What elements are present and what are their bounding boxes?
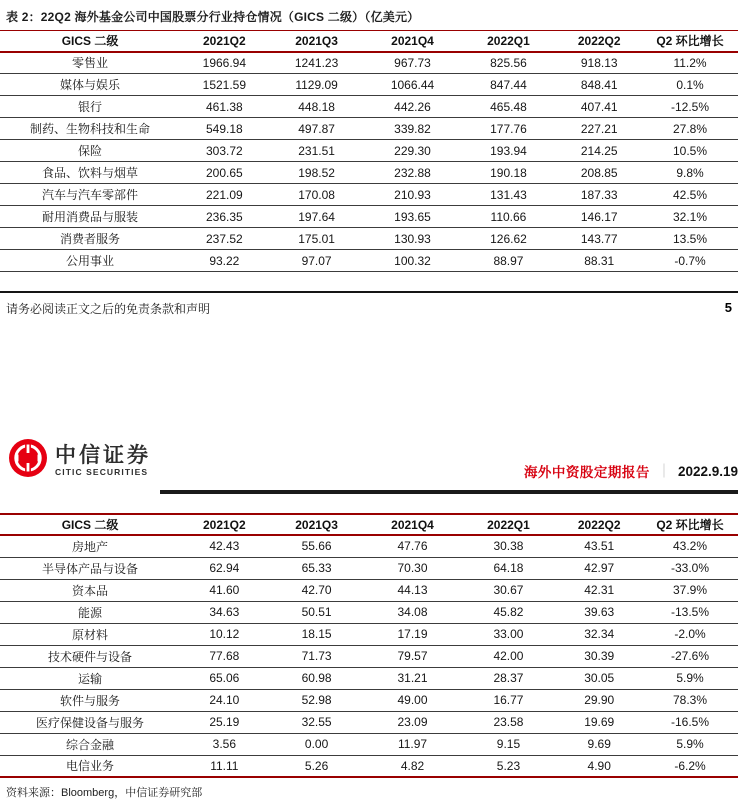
- report-type-label: 海外中资股定期报告: [523, 465, 650, 480]
- cell-value: 448.18: [298, 99, 335, 114]
- cell-value: 126.62: [490, 231, 527, 246]
- cell-value: 197.64: [298, 209, 335, 224]
- cell-value: 27.8%: [672, 121, 708, 136]
- table-row: [0, 96, 738, 118]
- holdings-table-page6: [0, 513, 738, 778]
- cell-value: 1966.94: [202, 55, 247, 70]
- cell-value: 30.67: [493, 583, 524, 597]
- cell-value: 100.32: [394, 253, 431, 268]
- cell-value: 30.39: [584, 649, 615, 663]
- cell-value: 9.8%: [676, 165, 704, 180]
- cell-value: 848.41: [580, 77, 618, 92]
- cell-value: 47.76: [397, 539, 428, 554]
- page6-table-wrap: [0, 513, 738, 778]
- table-row: [0, 118, 738, 140]
- cell-value: 37.9%: [672, 583, 708, 597]
- cell-value: 93.22: [209, 253, 240, 268]
- table-title: 表 2：22Q2 海外基金公司中国股票分行业持仓情况（GICS 二级）（亿美元）: [6, 10, 420, 24]
- header-rule: [160, 490, 738, 494]
- cell-value: 143.77: [580, 231, 618, 246]
- cell-value: 231.51: [298, 143, 335, 158]
- row-label: 汽车与汽车零部件: [42, 188, 139, 202]
- cell-value: 44.13: [397, 583, 428, 597]
- cell-value: 11.11: [210, 758, 239, 773]
- table-row: [0, 557, 738, 579]
- cell-value: 549.18: [205, 121, 243, 136]
- cell-value: 407.41: [580, 99, 618, 114]
- cell-value: 847.44: [490, 77, 527, 92]
- cell-value: 42.43: [209, 539, 240, 554]
- cell-value: 10.12: [209, 627, 240, 641]
- cell-value: -16.5%: [670, 715, 710, 729]
- cell-value: 30.05: [584, 671, 615, 685]
- holdings-table-page5: [0, 30, 738, 272]
- table-row: [0, 623, 738, 645]
- row-label: 能源: [78, 605, 103, 620]
- table-row: [0, 645, 738, 667]
- cell-value: 41.60: [209, 583, 240, 597]
- cell-value: 17.19: [397, 627, 428, 641]
- row-label: 银行: [78, 100, 103, 114]
- cell-value: 31.21: [397, 671, 428, 685]
- table-row: [0, 579, 738, 601]
- column-header: 2022Q2: [577, 517, 621, 532]
- cell-value: 60.98: [301, 671, 332, 685]
- column-header: Q2 环比增长: [656, 518, 724, 532]
- cell-value: 214.25: [580, 143, 618, 158]
- cell-value: 131.43: [490, 187, 527, 202]
- cell-value: 16.77: [493, 693, 524, 707]
- cell-value: 43.51: [584, 539, 615, 554]
- cell-value: 232.88: [394, 165, 431, 180]
- cell-value: 78.3%: [672, 693, 708, 707]
- table-row: [0, 162, 738, 184]
- cell-value: 42.00: [493, 649, 524, 663]
- source-note: 资料来源：Bloomberg，中信证券研究部: [6, 787, 203, 799]
- cell-value: 237.52: [205, 231, 243, 246]
- cell-value: 11.97: [397, 737, 428, 751]
- page6-section: [0, 439, 738, 800]
- cell-value: -33.0%: [670, 561, 710, 575]
- cell-value: 146.17: [580, 209, 618, 224]
- cell-value: 825.56: [490, 55, 527, 70]
- table-row: [0, 667, 738, 689]
- brand-name-cn: 中信证券: [55, 442, 151, 467]
- cell-value: 130.93: [394, 231, 431, 246]
- cell-value: 13.5%: [672, 231, 708, 246]
- column-header: 2021Q3: [295, 517, 338, 532]
- cell-value: 442.26: [394, 99, 431, 114]
- cell-value: 32.1%: [672, 209, 708, 224]
- row-label: 电信业务: [66, 759, 115, 774]
- cell-value: 221.09: [205, 187, 243, 202]
- cell-value: 50.51: [301, 605, 332, 619]
- cell-value: 43.2%: [672, 539, 708, 554]
- row-label: 制药、生物科技和生命: [30, 122, 151, 136]
- row-label: 运输: [78, 671, 103, 686]
- cell-value: 11.2%: [673, 55, 707, 70]
- cell-value: 193.65: [394, 209, 431, 224]
- cell-value: 34.08: [397, 605, 428, 619]
- table-header-row: [0, 514, 738, 535]
- cell-value: 236.35: [205, 209, 243, 224]
- brand-name-en: CITIC SECURITIES: [55, 466, 149, 477]
- cell-value: 10.5%: [672, 143, 708, 158]
- cell-value: 23.58: [493, 715, 524, 729]
- cell-value: 1241.23: [294, 55, 339, 70]
- cell-value: 25.19: [209, 715, 240, 729]
- cell-value: 4.82: [400, 758, 425, 773]
- row-label: 零售业: [72, 56, 109, 71]
- cell-value: -0.7%: [674, 253, 706, 268]
- cell-value: -13.5%: [670, 605, 710, 619]
- citic-logo-icon: [8, 438, 48, 483]
- table-row: [0, 184, 738, 206]
- cell-value: -27.6%: [670, 649, 710, 663]
- column-header: 2022Q1: [487, 517, 530, 532]
- table-row: [0, 601, 738, 623]
- cell-value: 210.93: [394, 187, 431, 202]
- cell-value: 190.18: [490, 165, 527, 180]
- page-footer: [0, 291, 738, 317]
- cell-value: 88.31: [584, 253, 615, 268]
- row-label: 食品、饮料与烟草: [42, 166, 139, 180]
- cell-value: 55.66: [301, 539, 332, 554]
- table-header-row: [0, 31, 738, 52]
- cell-value: 5.26: [304, 758, 329, 773]
- row-label: 医疗保健设备与服务: [36, 715, 145, 730]
- cell-value: 97.07: [301, 253, 332, 268]
- column-header: 2021Q4: [391, 517, 434, 532]
- table-row: [0, 228, 738, 250]
- cell-value: 30.38: [493, 539, 524, 554]
- cell-value: 303.72: [205, 143, 243, 158]
- cell-value: 208.85: [580, 165, 618, 180]
- cell-value: 1066.44: [390, 77, 435, 92]
- cell-value: 1521.59: [202, 77, 247, 92]
- cell-value: 42.70: [301, 583, 332, 597]
- column-header: 2021Q3: [295, 33, 338, 48]
- cell-value: 32.34: [584, 627, 615, 641]
- cell-value: 33.00: [493, 627, 524, 641]
- cell-value: 29.90: [584, 693, 615, 707]
- cell-value: 177.76: [490, 121, 527, 136]
- cell-value: 71.73: [301, 649, 332, 663]
- cell-value: 227.21: [580, 121, 618, 136]
- row-label: 技术硬件与设备: [48, 649, 133, 664]
- table-row: [0, 535, 738, 557]
- cell-value: 42.5%: [672, 187, 708, 202]
- cell-value: 9.15: [496, 737, 521, 751]
- cell-value: -12.5%: [670, 99, 710, 114]
- page-number: 5: [724, 300, 732, 315]
- table-row: [0, 733, 738, 755]
- column-header: 2022Q2: [577, 33, 621, 48]
- cell-value: 39.63: [584, 605, 615, 619]
- row-label: 房地产: [72, 539, 109, 554]
- brand-name: [55, 442, 151, 477]
- cell-value: 19.69: [584, 715, 615, 729]
- row-label: 公用事业: [66, 254, 115, 268]
- cell-value: -6.2%: [674, 758, 706, 773]
- cell-value: 34.63: [209, 605, 240, 619]
- column-header: 2021Q2: [202, 517, 246, 532]
- brand-logo-block: [0, 438, 151, 483]
- cell-value: 77.68: [209, 649, 240, 663]
- cell-value: 918.13: [580, 55, 618, 70]
- cell-value: 49.00: [397, 693, 428, 707]
- row-label: 资本品: [72, 583, 109, 598]
- report-meta: [524, 461, 738, 483]
- cell-value: 4.90: [587, 758, 611, 773]
- table-row: [0, 711, 738, 733]
- column-header: 2021Q2: [202, 33, 246, 48]
- cell-value: 9.69: [587, 737, 611, 751]
- table-row: [0, 250, 738, 272]
- row-label: 原材料: [72, 627, 109, 642]
- cell-value: 967.73: [394, 55, 431, 70]
- cell-value: 62.94: [209, 561, 240, 575]
- cell-value: 24.10: [209, 693, 240, 707]
- row-label: 半导体产品与设备: [42, 561, 139, 576]
- cell-value: 23.09: [397, 715, 428, 729]
- cell-value: 65.33: [301, 561, 332, 575]
- cell-value: 339.82: [394, 121, 431, 136]
- cell-value: 193.94: [490, 143, 527, 158]
- table-row: [0, 689, 738, 711]
- cell-value: 79.57: [397, 649, 428, 663]
- cell-value: 5.9%: [676, 671, 704, 685]
- row-label: 综合金融: [66, 737, 115, 752]
- cell-value: 461.38: [205, 99, 243, 114]
- disclaimer-text: 请务必阅读正文之后的免责条款和声明: [6, 302, 211, 316]
- brand-header: [0, 439, 738, 494]
- row-label: 媒体与娱乐: [60, 78, 121, 92]
- table-row: [0, 140, 738, 162]
- page5-section: [0, 0, 738, 317]
- cell-value: 28.37: [493, 671, 524, 685]
- column-header: GICS 二级: [61, 34, 119, 49]
- column-header: 2021Q4: [391, 33, 434, 48]
- cell-value: 64.18: [493, 561, 524, 575]
- report-date: 2022.9.19: [677, 463, 738, 479]
- table-row: [0, 206, 738, 228]
- cell-value: 0.1%: [676, 77, 704, 92]
- cell-value: 170.08: [298, 187, 335, 202]
- cell-value: 1129.09: [295, 77, 338, 92]
- table-row: [0, 52, 738, 74]
- cell-value: 187.33: [580, 187, 618, 202]
- cell-value: 3.56: [212, 737, 237, 751]
- row-label: 耐用消费品与服装: [42, 210, 139, 224]
- cell-value: 32.55: [301, 715, 332, 729]
- row-label: 消费者服务: [60, 232, 121, 246]
- column-header: Q2 环比增长: [656, 34, 724, 49]
- table-row: [0, 74, 738, 96]
- cell-value: 497.87: [298, 121, 335, 136]
- cell-value: 88.97: [493, 253, 524, 268]
- cell-value: 42.31: [584, 583, 615, 597]
- cell-value: 45.82: [493, 605, 524, 619]
- cell-value: 175.01: [298, 231, 335, 246]
- cell-value: 229.30: [394, 143, 431, 158]
- column-header: GICS 二级: [61, 518, 119, 532]
- cell-value: 42.97: [584, 561, 615, 575]
- cell-value: 52.98: [301, 693, 332, 707]
- cell-value: 70.30: [397, 561, 428, 575]
- cell-value: 198.52: [298, 165, 335, 180]
- meta-separator: ｜: [656, 463, 671, 479]
- cell-value: 65.06: [209, 671, 240, 685]
- cell-value: 110.66: [490, 209, 527, 224]
- cell-value: -2.0%: [674, 627, 706, 641]
- cell-value: 5.23: [496, 758, 521, 773]
- cell-value: 200.65: [205, 165, 243, 180]
- row-label: 保险: [78, 144, 103, 158]
- table-row: [0, 755, 738, 777]
- cell-value: 0.00: [304, 737, 329, 751]
- cell-value: 465.48: [490, 99, 527, 114]
- cell-value: 18.15: [301, 627, 332, 641]
- cell-value: 5.9%: [676, 737, 704, 751]
- row-label: 软件与服务: [60, 693, 121, 708]
- column-header: 2022Q1: [487, 33, 530, 48]
